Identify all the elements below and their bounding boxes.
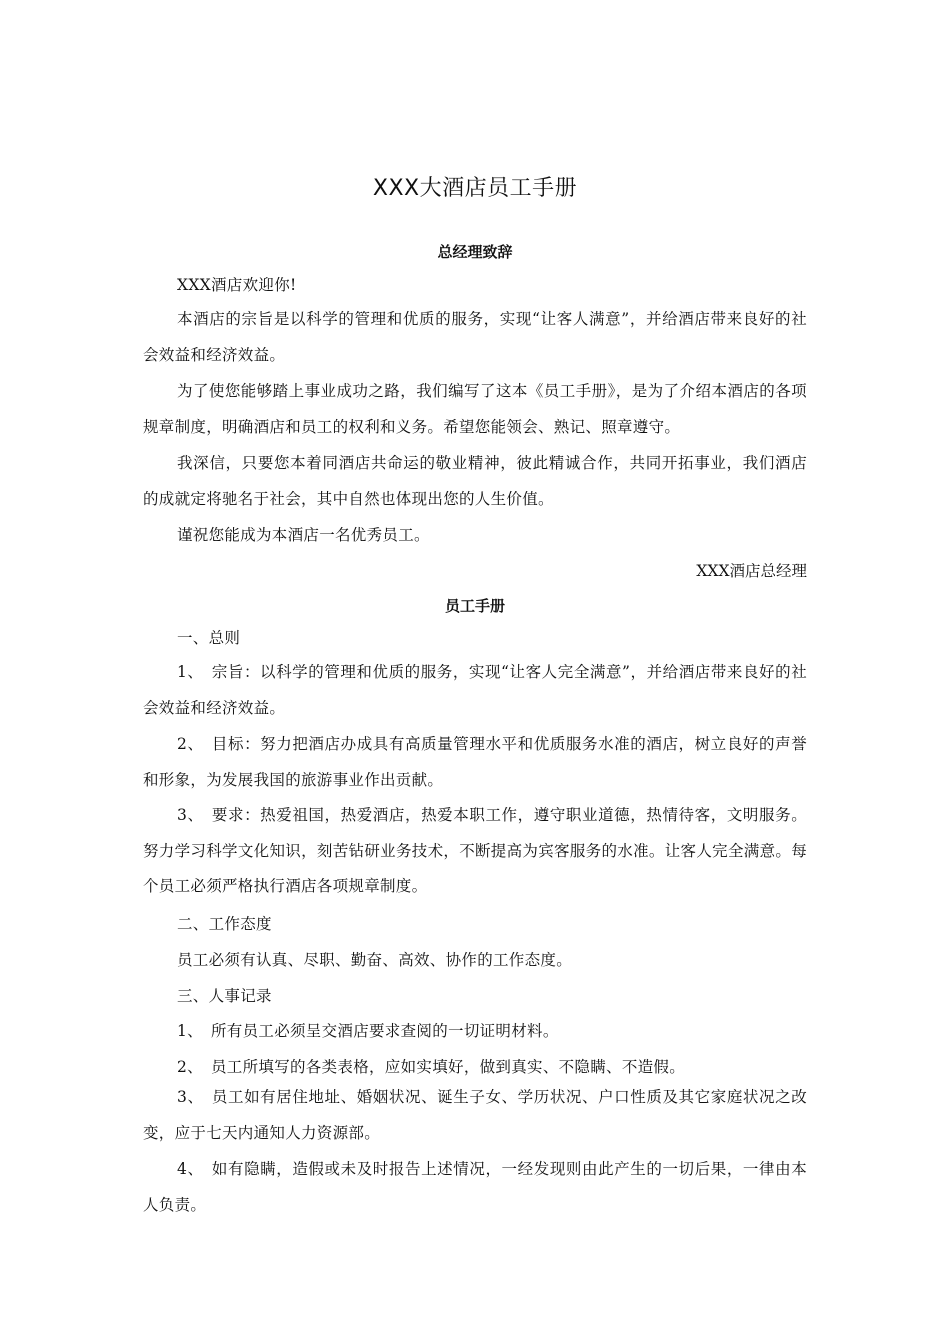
section-2-text: 员工必须有认真、尽职、勤奋、高效、协作的工作态度。 (177, 951, 573, 969)
section-3-title: 三、人事记录 (177, 987, 272, 1005)
gm-paragraph-2: 为了使您能够踏上事业成功之路，我们编写了这本《员工手册》，是为了介绍本酒店的各项规章制度，明确酒店和员工的权利和义务。希望您能领会、熟记、照章遵守。 (143, 382, 807, 436)
section-1-item-3: 3、 要求：热爱祖国，热爱酒店，热爱本职工作，遵守职业道德，热情待客，文明服务。努力学习科学文化知识，刻苦钻研业务技术，不断提高为宾客服务的水准。让客人完全满意。每个员工必须严格执行酒店各项规章制度。 (143, 806, 807, 895)
section-1-item-1: 1、 宗旨：以科学的管理和优质的服务，实现“让客人完全满意”，并给酒店带来良好的社会效益和经济效益。 (143, 663, 807, 717)
section-3-item-3: 3、 员工如有居住地址、婚姻状况、诞生子女、学历状况、户口性质及其它家庭状况之改变，应于七天内通知人力资源部。 (143, 1088, 807, 1142)
document-title: XXX大酒店员工手册 (372, 176, 578, 201)
gm-speech-heading: 总经理致辞 (437, 243, 513, 261)
gm-paragraph-4: 谨祝您能成为本酒店一名优秀员工。 (177, 526, 430, 544)
section-3-item-4: 4、 如有隐瞒，造假或未及时报告上述情况，一经发现则由此产生的一切后果，一律由本人负责。 (143, 1160, 807, 1214)
handbook-heading: 员工手册 (444, 597, 505, 615)
gm-signature: XXX酒店总经理 (696, 562, 807, 580)
section-3-item-2: 2、 员工所填写的各类表格，应如实填好，做到真实、不隐瞒、不造假。 (177, 1058, 686, 1076)
section-1-item-2: 2、 目标：努力把酒店办成具有高质量管理水平和优质服务水准的酒店，树立良好的声誉和形象，为发展我国的旅游事业作出贡献。 (143, 735, 807, 789)
gm-paragraph-1: 本酒店的宗旨是以科学的管理和优质的服务，实现“让客人满意”，并给酒店带来良好的社会效益和经济效益。 (143, 310, 807, 364)
section-1-title: 一、总则 (177, 629, 241, 647)
section-2-title: 二、工作态度 (177, 915, 272, 933)
gm-paragraph-3: 我深信，只要您本着同酒店共命运的敬业精神，彼此精诚合作，共同开拓事业，我们酒店的成就定将驰名于社会，其中自然也体现出您的人生价值。 (143, 454, 807, 508)
section-3-item-1: 1、 所有员工必须呈交酒店要求查阅的一切证明材料。 (177, 1022, 559, 1040)
gm-greeting: XXX酒店欢迎你! (177, 276, 297, 294)
